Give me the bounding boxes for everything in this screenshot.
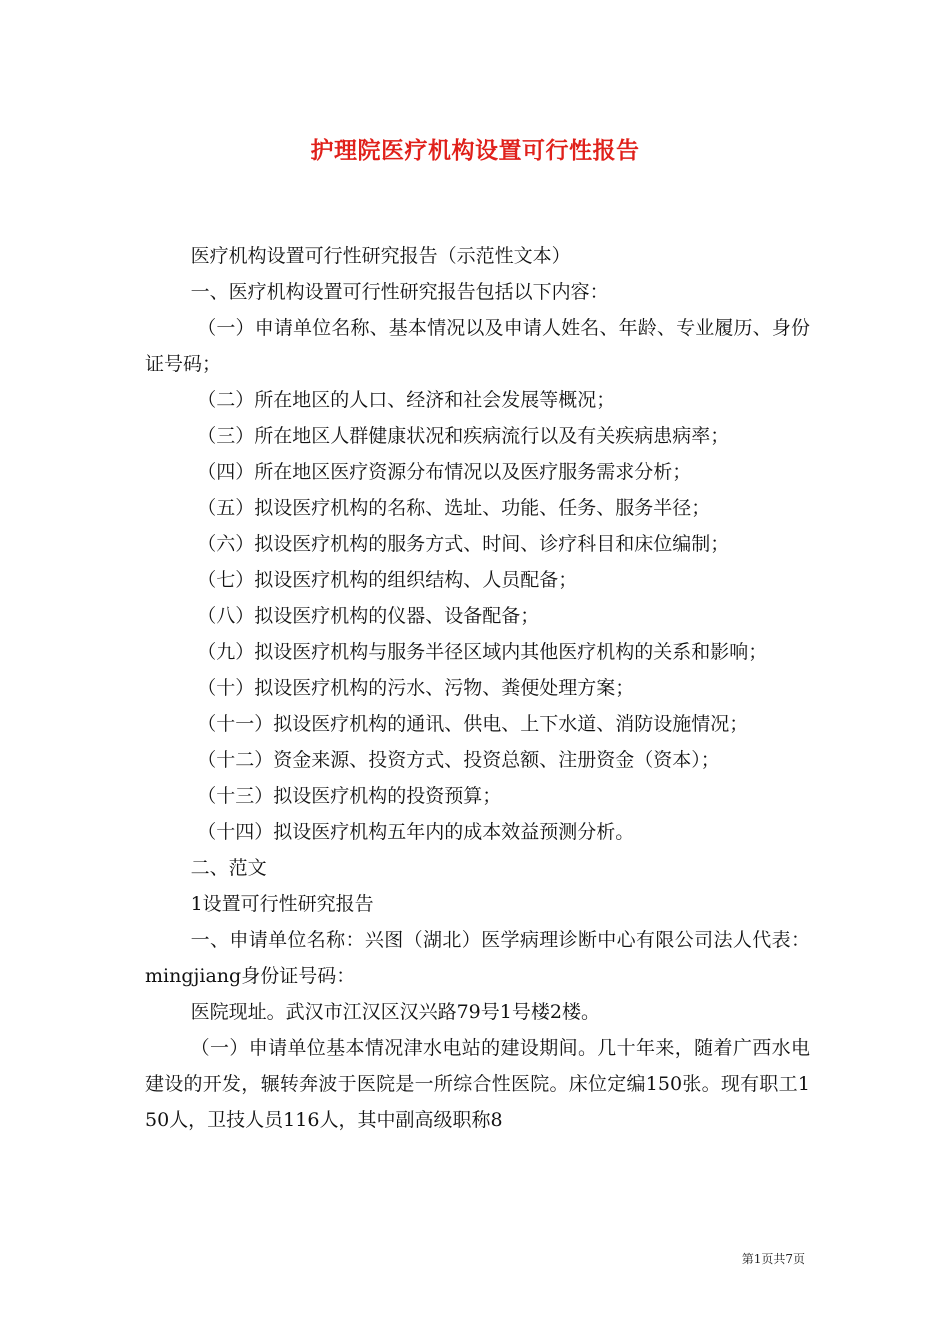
paragraph: 二、范文 [190, 857, 267, 879]
paragraph: （三）所在地区人群健康状况和疾病流行以及有关疾病患病率； [197, 425, 730, 447]
paragraph: 1设置可行性研究报告 [190, 893, 374, 915]
paragraph: （八）拟设医疗机构的仪器、设备配备； [197, 605, 540, 627]
paragraph: （四）所在地区医疗资源分布情况以及医疗服务需求分析； [197, 461, 692, 483]
paragraph: （九）拟设医疗机构与服务半径区域内其他医疗机构的关系和影响； [197, 641, 768, 663]
document-title: 护理院医疗机构设置可行性报告 [310, 137, 640, 164]
paragraph: （一）申请单位名称、基本情况以及申请人姓名、年龄、专业履历、身份证号码； [145, 317, 810, 375]
paragraph: （十一）拟设医疗机构的通讯、供电、上下水道、消防设施情况； [197, 713, 749, 735]
paragraph: （十三）拟设医疗机构的投资预算； [197, 785, 502, 807]
paragraph: 医院现址。武汉市江汉区汉兴路79号1号楼2楼。 [190, 1001, 600, 1023]
paragraph: （六）拟设医疗机构的服务方式、时间、诊疗科目和床位编制； [197, 533, 730, 555]
page-number: 第1页共7页 [741, 1252, 805, 1266]
paragraph: 一、医疗机构设置可行性研究报告包括以下内容： [190, 281, 609, 303]
paragraph: （十）拟设医疗机构的污水、污物、粪便处理方案； [197, 677, 635, 699]
paragraph: 一、申请单位名称：兴图（湖北）医学病理诊断中心有限公司法人代表：mingjiang身份证号码： [145, 929, 810, 987]
paragraph: （十四）拟设医疗机构五年内的成本效益预测分析。 [197, 821, 635, 843]
paragraph: （五）拟设医疗机构的名称、选址、功能、任务、服务半径； [197, 497, 711, 519]
document-body [145, 238, 810, 1138]
paragraph: （一）申请单位基本情况津水电站的建设期间。几十年来，随着广西水电建设的开发，辗转奔波于医院是一所综合性医院。床位定编150张。现有职工150人，卫技人员116人，其中副高级职称8 [145, 1037, 810, 1131]
paragraph: （二）所在地区的人口、经济和社会发展等概况； [197, 389, 616, 411]
paragraph: （十二）资金来源、投资方式、投资总额、注册资金（资本）； [197, 749, 720, 771]
paragraph: （七）拟设医疗机构的组织结构、人员配备； [197, 569, 578, 591]
paragraph: 医疗机构设置可行性研究报告（示范性文本） [190, 245, 571, 267]
